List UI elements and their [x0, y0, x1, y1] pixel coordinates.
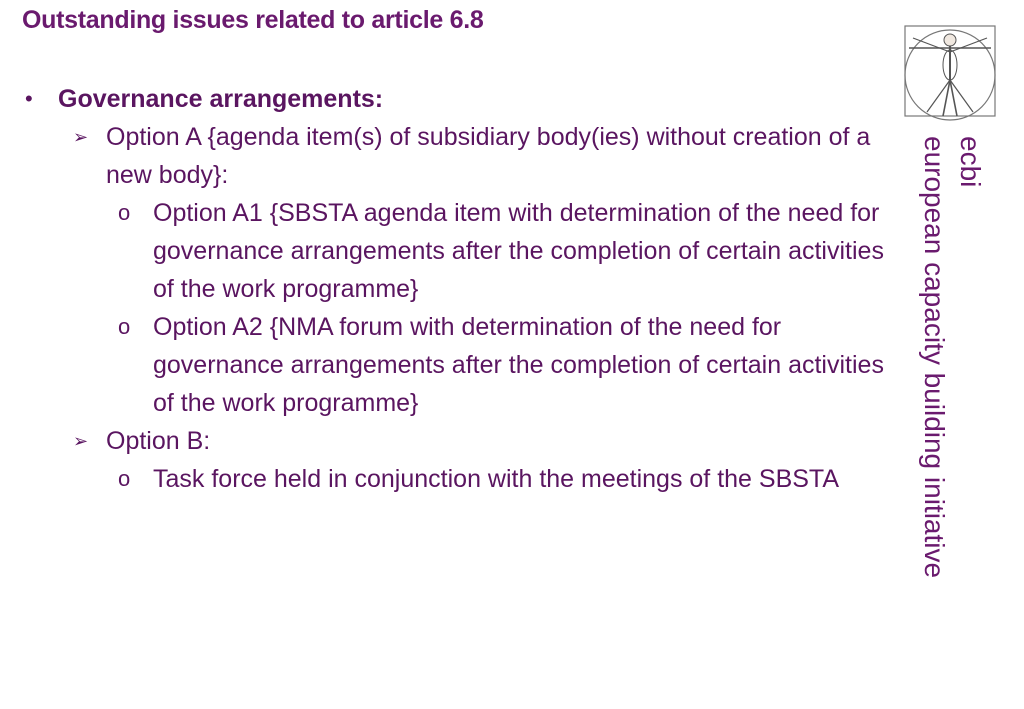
circle-bullet: o: [118, 200, 131, 225]
org-name-vertical: [914, 136, 988, 636]
option-a-text: Option A {agenda item(s) of subsidiary body(ies) without creation of a new body}:: [106, 123, 871, 189]
bullet-option-b-item: [20, 460, 900, 498]
bullet-option-a2: [20, 308, 900, 422]
option-a2-text: Option A2 {NMA forum with determination of the need for governance arrangements after the completion of certain activities of the work programme}: [153, 313, 884, 417]
option-a1-text: Option A1 {SBSTA agenda item with determination of the need for governance arrangements after the completion of certain activities of the work programme}: [153, 199, 884, 303]
option-b-item-text: Task force held in conjunction with the meetings of the SBSTA: [153, 465, 840, 493]
option-b-text: Option B:: [106, 427, 211, 455]
bullet-option-b: [20, 422, 900, 460]
slide-title: Outstanding issues related to article 6.8: [22, 6, 484, 34]
org-full-name: european capacity building initiative: [919, 136, 950, 579]
governance-heading: Governance arrangements:: [58, 85, 384, 113]
arrow-bullet-icon: ➢: [73, 431, 89, 451]
slide-content: [20, 80, 900, 498]
bullet-dot: •: [25, 86, 33, 111]
circle-bullet: o: [118, 314, 131, 339]
vitruvian-man-icon: [899, 20, 1001, 122]
bullet-option-a: [20, 118, 900, 194]
arrow-bullet-icon: ➢: [73, 127, 89, 147]
bullet-governance: [20, 80, 900, 118]
circle-bullet: o: [118, 466, 131, 491]
bullet-option-a1: [20, 194, 900, 308]
org-short-name: ecbi: [955, 136, 986, 188]
